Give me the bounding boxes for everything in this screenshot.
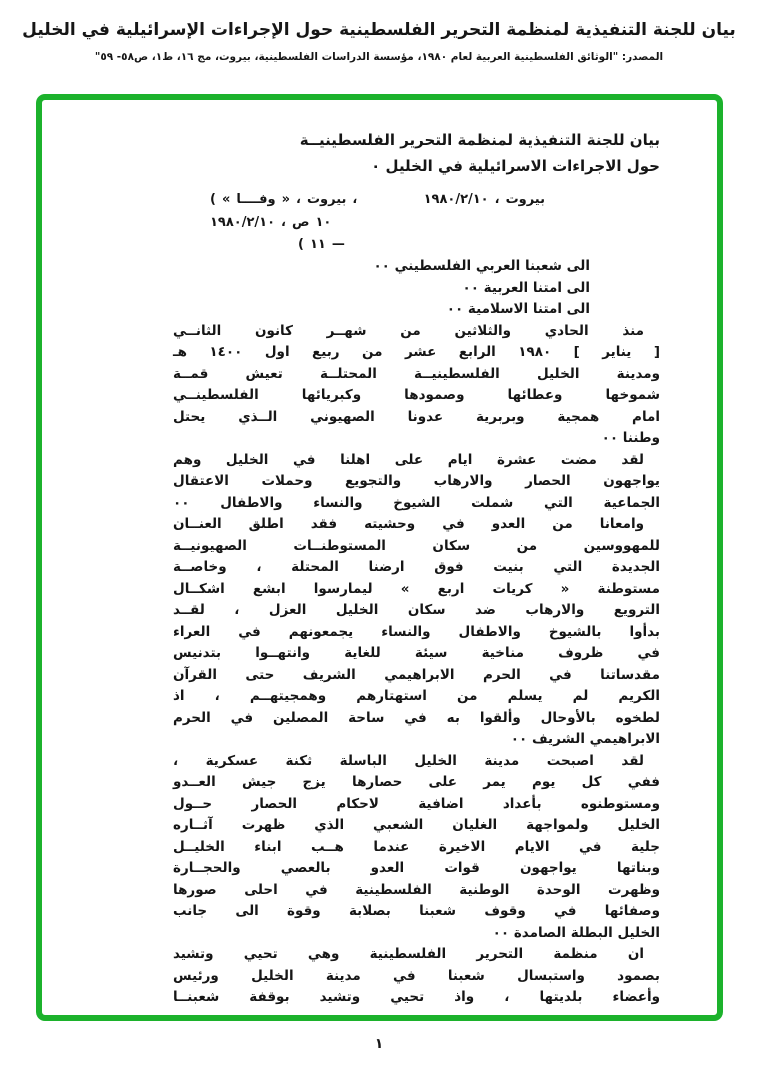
body-line: الترويع والارهاب ضد سكان الخليل العزل ، لقــد — [173, 602, 660, 618]
body-line: وامعانا من العدو في وحشيته فقد اطلق العنــان — [173, 516, 644, 532]
citation-token: وفــــا — [236, 192, 276, 207]
body-line: الجديدة التي بنيت فوق ارضنا المحتلة ، وخاصــة — [173, 559, 660, 575]
body-line: في ظروف مناخية سيئة للغاية وانتهــوا بتدنيس — [173, 645, 660, 661]
citation-token: بيروت — [505, 192, 545, 207]
body-line: وظهرت الوحدة الوطنية الفلسطينية في احلى صورها — [173, 881, 660, 898]
body-line: لقد مضت عشرة ايام على اهلنا في الخليل وهم — [173, 451, 644, 468]
body-line: منذ الحادي والثلاثين من شهــر كانون الثانــي — [173, 322, 644, 339]
document-title — [173, 127, 660, 179]
body-line: جلية في الايام الاخيرة عندما هــب ابناء الخليــل — [173, 838, 660, 855]
document-body — [173, 256, 660, 1009]
citation-token: ، — [281, 215, 286, 230]
body-line: ومستوطنوه بأعداد اضافية لاحكام الحصار حــول — [173, 795, 660, 812]
body-line: الخليل البطلة الصامدة ٠٠ — [492, 924, 660, 941]
body-line: ان منظمة التحرير الفلسطينية وهي تحيي وتشيد — [173, 946, 644, 962]
citation-line-1 — [210, 192, 357, 207]
citation-token: ١٩٨٠/٢/١٠ — [210, 215, 276, 230]
dateline-date — [424, 192, 545, 207]
citation-token: ص — [292, 215, 310, 230]
body-line: مقدساتنا في الحرم الابراهيمي الشريف حتى القرآن — [173, 666, 660, 683]
citation-line-3 — [298, 237, 345, 252]
body-line: امام همجية وبربرية عدونا الصهيوني الــذي يحتل — [173, 408, 660, 425]
body-line: الجماعية التي شملت الشيوخ والنساء والاطفال ٠٠ — [173, 494, 660, 511]
body-line: لطخوه بالأوحال وألقوا به في ساحة المصلين في الحرم — [173, 709, 660, 726]
body-line: وأعضاء بلديتها ، واذ تحيي وتشيد بوقفة شعبنــا — [173, 989, 660, 1005]
document-title-line: بيان للجنة التنفيذية لمنظمة التحرير الفلسطينيــة — [299, 131, 660, 149]
body-line: شموخها وعطائها وصمودها وكبريائها الفلسطينــي — [173, 387, 660, 403]
body-line: وطننا ٠٠ — [601, 430, 660, 446]
header-source-citation: المصدر: "الوثائق الفلسطينية العربية لعام ١٩٨٠، مؤسسة الدراسات الفلسطينية، بيروت، مج ١٦، ط١، ص٥٨- ٥٩" — [94, 51, 664, 63]
body-line: لقد اصبحت مدينة الخليل الباسلة ثكنة عسكرية ، — [173, 752, 644, 769]
citation-token: » — [281, 192, 291, 207]
body-line: وبناتها يواجهون قوات العدو بالعصي والحجــارة — [173, 860, 660, 876]
citation-token: ١٠ — [315, 215, 332, 230]
body-line: الى شعبنا العربي الفلسطيني ٠٠ — [373, 258, 590, 274]
citation-token: ، — [494, 192, 500, 207]
citation-token: — — [331, 237, 345, 252]
body-line: الى امتنا الاسلامية ٠٠ — [446, 301, 590, 317]
dateline-citation-block — [173, 190, 662, 256]
header-title: بيان للجنة التنفيذية لمنظمة التحرير الفلسطينية حول الإجراءات الإسرائيلية في الخليل — [22, 20, 736, 40]
document-title-line: حول الاجراءات الاسرائيلية في الخليل ٠ — [371, 157, 660, 175]
citation-token: ( — [298, 237, 304, 252]
body-line: الكريم لم يسلم من استهتارهم وهمجيتهــم ، اذ — [173, 688, 660, 704]
body-line: وصفائها في وقوف شعبنا بصلابة وقوة الى جانب — [173, 903, 660, 919]
citation-token: « — [221, 192, 231, 207]
citation-token: ( — [210, 192, 216, 207]
body-line: ففي كل يوم يمر على حصارها يزج جيش العــدو — [173, 774, 660, 790]
citation-line-2 — [210, 215, 331, 230]
body-line: مستوطنة « كريات اربع » ليمارسوا ابشع اشكــال — [173, 580, 660, 597]
body-line: الى امتنا العربية ٠٠ — [462, 279, 590, 296]
body-line: الابراهيمي الشريف ٠٠ — [510, 731, 660, 747]
citation-token: ، — [296, 192, 301, 207]
body-line: ومدينة الخليل الفلسطينيــة المحتلــة تعيش قمــة — [173, 365, 660, 382]
citation-token: بيروت — [306, 192, 347, 207]
body-line: بدأوا بالشيوخ والاطفال والنساء يجمعونهم في العراء — [173, 623, 660, 640]
citation-token: ١١ — [309, 237, 326, 252]
citation-token: ١٩٨٠/٢/١٠ — [423, 192, 489, 207]
body-line: يواجهون الحصار والارهاب والتجويع وحملات الاعتقال — [173, 473, 660, 489]
body-line: للمهووسين من سكان المستوطنــات الصهيونيــة — [173, 537, 660, 554]
citation-token: ، — [352, 192, 358, 207]
body-line: [ يناير ] ١٩٨٠ الرابع عشر من ربيع اول ١٤٠٠ هـ — [173, 344, 660, 360]
page-number: ١ — [374, 1036, 384, 1052]
body-line: الخليل ولمواجهة الغليان الشعبي الذي ظهرت آثــاره — [173, 817, 660, 833]
body-line: بصمود واستبسال شعبنا في مدينة الخليل ورئيس — [173, 967, 660, 984]
